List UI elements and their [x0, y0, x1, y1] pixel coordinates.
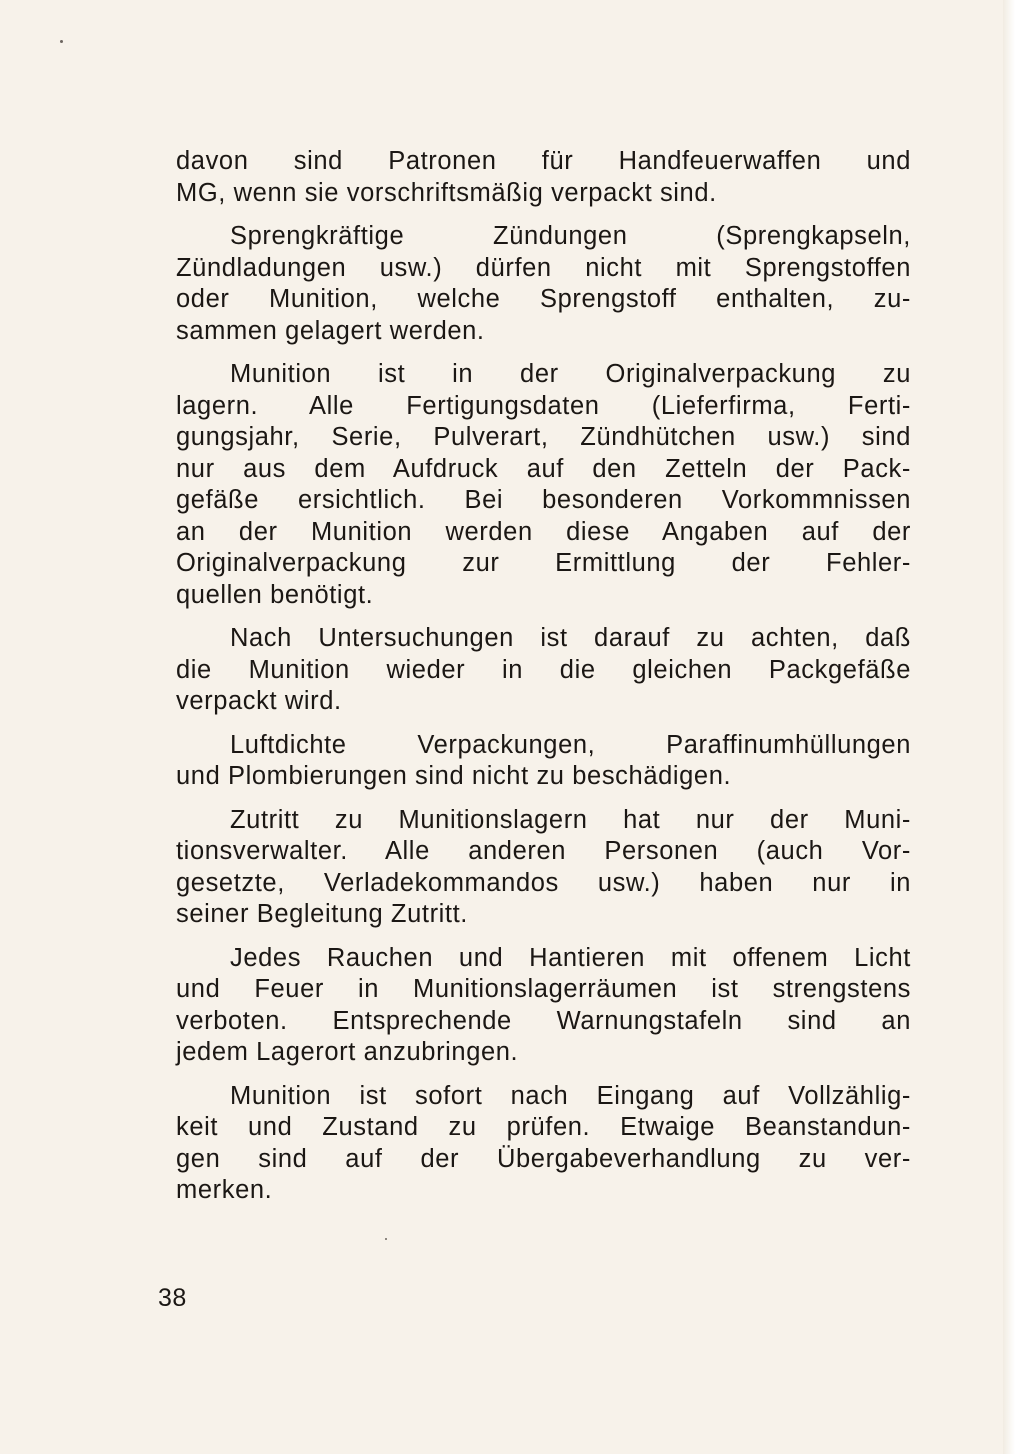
text-line: lagern. Alle Fertigungsdaten (Lieferfirma, Ferti-	[176, 391, 911, 420]
speck	[385, 1238, 387, 1240]
text-line: keit und Zustand zu prüfen. Etwaige Beanstandun-	[176, 1113, 911, 1141]
text-line: Munition ist in der Originalverpackung zu	[230, 360, 911, 388]
paragraph	[176, 730, 911, 793]
text-line: Sprengkräftige Zündungen (Sprengkapseln,	[230, 222, 911, 250]
text-line: Jedes Rauchen und Hantieren mit offenem Licht	[230, 943, 911, 972]
text-line: quellen benötigt.	[176, 580, 374, 609]
page-edge	[1003, 0, 1015, 1454]
paragraph	[176, 359, 911, 611]
text-line: gen sind auf der Übergabeverhandlung zu ver-	[176, 1144, 911, 1173]
speck	[60, 40, 63, 43]
text-line: verboten. Entsprechende Warnungstafeln sind an	[176, 1006, 911, 1035]
text-line: MG, wenn sie vorschriftsmäßig verpackt sind.	[176, 178, 717, 207]
text-line: Nach Untersuchungen ist darauf zu achten, daß	[230, 624, 911, 652]
text-line: oder Munition, welche Sprengstoff enthalten, zu-	[176, 285, 911, 313]
text-line: gefäße ersichtlich. Bei besonderen Vorkommnissen	[176, 486, 911, 514]
text-line: gungsjahr, Serie, Pulverart, Zündhütchen usw.) sind	[176, 423, 911, 451]
text-line: nur aus dem Aufdruck auf den Zetteln der Pack-	[176, 454, 911, 483]
text-line: die Munition wieder in die gleichen Packgefäße	[176, 655, 911, 684]
text-line: Luftdichte Verpackungen, Paraffinumhüllungen	[230, 730, 911, 759]
text-line: Originalverpackung zur Ermittlung der Fehler-	[176, 549, 911, 577]
paragraph	[176, 1081, 911, 1207]
text-line: merken.	[176, 1176, 273, 1204]
text-line: Zutritt zu Munitionslagern hat nur der Muni-	[230, 805, 911, 834]
paragraph	[176, 146, 911, 209]
text-line: verpackt wird.	[176, 687, 342, 715]
text-line: sammen gelagert werden.	[176, 316, 485, 345]
text-line: tionsverwalter. Alle anderen Personen (auch Vor-	[176, 837, 911, 865]
text-line: und Plombierungen sind nicht zu beschädigen.	[176, 762, 732, 790]
text-line: an der Munition werden diese Angaben auf der	[176, 517, 911, 546]
page-number: 38	[158, 1284, 187, 1312]
text-line: jedem Lagerort anzubringen.	[176, 1038, 519, 1066]
text-line: davon sind Patronen für Handfeuerwaffen und	[176, 147, 911, 175]
text-line: seiner Begleitung Zutritt.	[176, 900, 468, 928]
text-line: und Feuer in Munitionslagerräumen ist strengstens	[176, 975, 911, 1003]
paragraph	[176, 943, 911, 1069]
paragraph	[176, 623, 911, 718]
text-line: Munition ist sofort nach Eingang auf Vollzählig-	[230, 1081, 911, 1110]
paragraph	[176, 805, 911, 931]
body-text	[176, 146, 911, 1219]
text-line: Zündladungen usw.) dürfen nicht mit Sprengstoffen	[176, 253, 911, 282]
paragraph	[176, 221, 911, 347]
text-line: gesetzte, Verladekommandos usw.) haben nur in	[176, 868, 911, 897]
